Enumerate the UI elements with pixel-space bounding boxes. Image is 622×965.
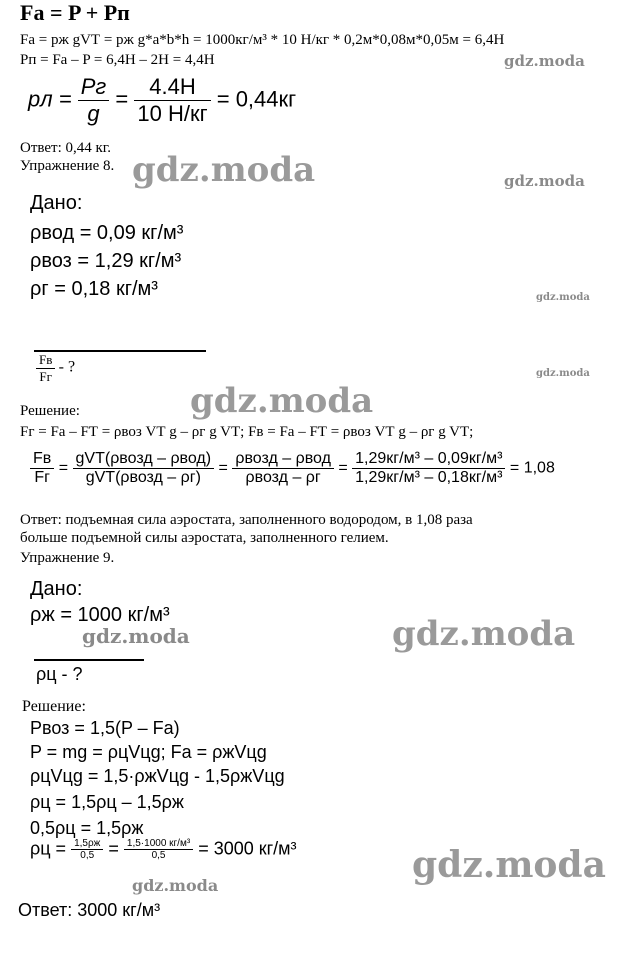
given-rho-liquid: ρж = 1000 кг/м³ [30,604,170,626]
watermark-logo: gdz.moda [190,381,374,421]
ratio-equation: $\frac{Fв}{Fг}$ = $\frac{\text{gVТ(ρвозд – ρвод)}}{\text{gVТ(ρвозд – ρг)}}$ = $\frac{\text{ρвозд – ρвод}}{\text{ρвозд – ρг}}$ = $\frac{\text{1,29кг/м³ – 0,09кг/м³}}{\text{1,29кг/м³ – 0,18кг/м³}}$ = 1,08 [30,450,555,487]
solution-ex9-line-1: Pвоз = 1,5(P – Fa) [30,718,180,738]
eq-fraction-1 [78,74,110,127]
given-rho-air: ρвоз = 1,29 кг/м³ [30,250,182,272]
final-num-2: 1,5·1000 кг/м³ [124,838,193,850]
eq-den-1: g [87,101,100,126]
find-ex8 [36,352,75,385]
solution-ex9-line-2: P = mg = ρцVцg; Fa = ρжVцg [30,742,267,762]
ratio-lhs-num: Fв [30,450,54,469]
eq-den-2: 10 Н/кг [137,101,208,126]
final-den-1: 0,5 [80,850,95,861]
ratio-f3-den: 1,29кг/м³ – 0,18кг/м³ [355,469,503,486]
solution-line-ex8: Fг = Fa – FТ = ρвоз VТ g – ρг g VТ; Fв = Fa – FТ = ρвоз VТ g – ρг g VТ; [20,424,474,440]
ratio-result: = 1,08 [509,459,555,477]
answer-ex9: Ответ: 3000 кг/м³ [18,900,161,920]
watermark-logo: gdz.moda [504,52,585,70]
find-den: Fг [39,369,52,384]
find-ex9: ρц - ? [36,664,83,684]
ratio-f2-num: ρвозд – ρвод [232,450,334,469]
eq-result: = 0,44кг [216,86,297,112]
eq-lhs: pл = [28,86,72,112]
calc-line-1: Fa = pж gVТ = pж g*a*b*h = 1000кг/м³ * 10 Н/кг * 0,2м*0,08м*0,05м = 6,4Н [20,32,505,48]
eq-fraction-2 [134,74,210,127]
answer-ex7: Ответ: 0,44 кг. [20,140,112,156]
find-suffix: - ? [58,358,76,376]
ratio-lhs-den: Fг [34,469,50,486]
title-ex8: Упражнение 8. [20,158,115,174]
ratio-f1-den: gVТ(ρвозд – ρг) [85,469,201,486]
final-result: = 3000 кг/м³ [198,838,297,859]
given-label-ex9: Дано: [30,578,83,600]
watermark-logo: gdz.moda [132,150,316,190]
answer-ex8-line2: больше подъемной силы аэростата, заполненного гелием. [20,530,389,546]
solution-label-ex9: Решение: [22,698,86,715]
final-num-1: 1,5ρж [71,838,103,850]
watermark-logo: gdz.moda [82,624,190,648]
eq-num-2: 4.4Н [134,74,210,101]
calc-line-2: Pп = Fa – P = 6,4Н – 2Н = 4,4Н [20,52,215,68]
ratio-f2-den: ρвозд – ρг [245,469,321,486]
ratio-f3-num: 1,29кг/м³ – 0,09кг/м³ [352,450,505,469]
final-den-2: 0,5 [151,850,166,861]
given-label-ex8: Дано: [30,192,83,214]
watermark-logo: gdz.moda [536,292,590,303]
final-lhs: ρц = [30,838,67,859]
solution-ex9-line-4: ρц = 1,5ρц – 1,5ρж [30,792,184,812]
ratio-f1-num: gVТ(ρвозд – ρвод) [73,450,215,469]
given-rho-gas: ρг = 0,18 кг/м³ [30,278,158,300]
eq-num-1: Pг [78,74,110,101]
watermark-logo: gdz.moda [504,172,585,190]
final-equation-ex9: ρц = $\frac{1,5\rho ж}{0,5}$ = $\frac{\text{1,5·1000 кг/м³}}{0,5}$ = 3000 кг/м³ [30,838,297,861]
watermark-logo: gdz.moda [132,876,219,895]
title-ex9: Упражнение 9. [20,550,115,566]
find-num: Fв [36,352,55,369]
solution-ex9-line-5: 0,5ρц = 1,5ρж [30,818,144,838]
solution-ex9-line-3: ρцVцg = 1,5·ρжVцg - 1,5ρжVцg [30,766,285,786]
equation-pl: pл = $\frac{Pг}{g}$ = $\frac{4.4Н}{10 Н/кг}$ = 0,44кг [28,74,297,126]
watermark-logo: gdz.moda [536,368,590,379]
watermark-logo: gdz.moda [412,844,606,886]
formula-head: Fa = P + Pп [20,0,130,25]
solution-label-ex8: Решение: [20,403,80,419]
watermark-logo: gdz.moda [392,614,576,654]
answer-ex8-line1: Ответ: подъемная сила аэростата, заполненного водородом, в 1,08 раза [20,512,473,528]
given-rho-water: ρвод = 0,09 кг/м³ [30,222,184,244]
given-divider-ex9 [34,659,144,661]
